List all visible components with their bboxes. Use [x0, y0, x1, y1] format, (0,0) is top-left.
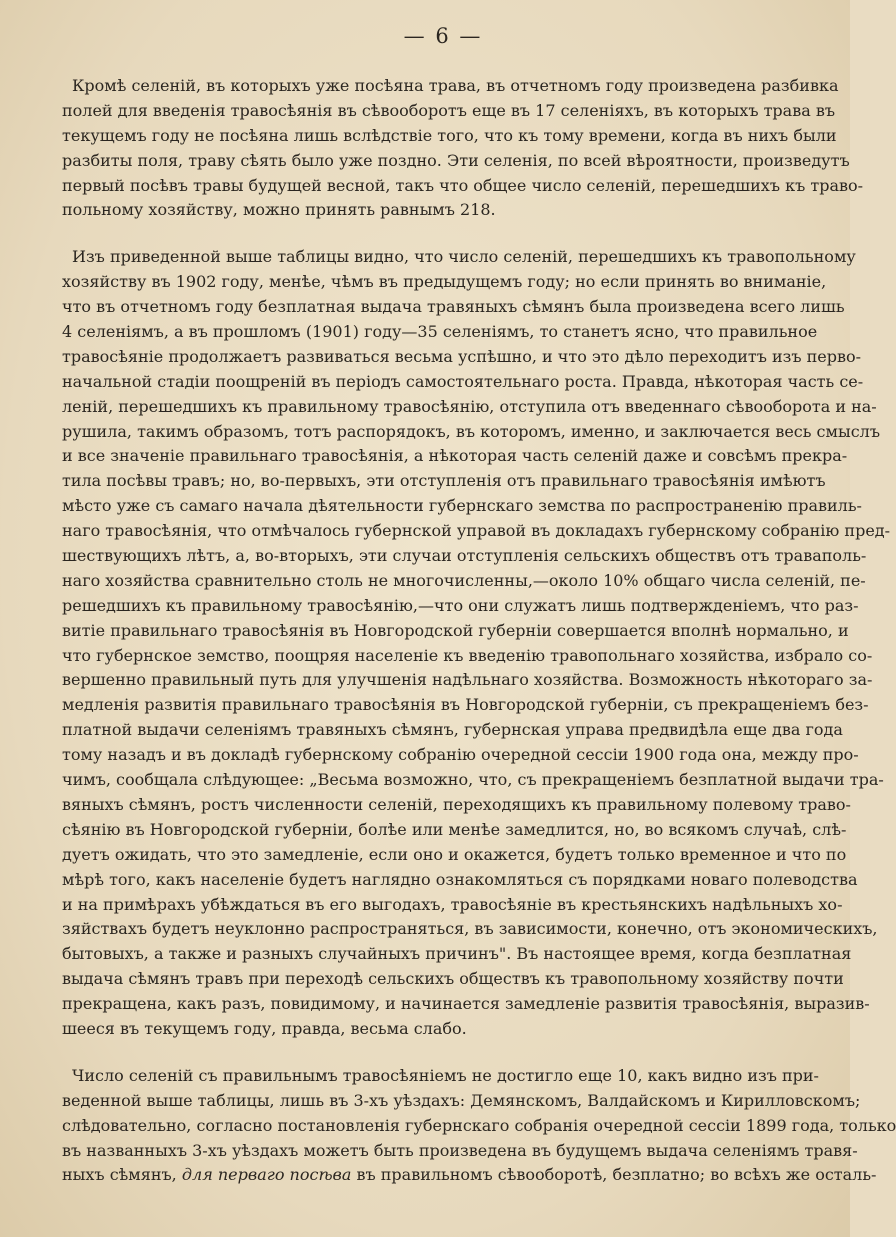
text-line: шествующихъ лѣтъ, а, во-вторыхъ, эти случаи отступленія сельскихъ обществъ отъ траваполь- [62, 546, 867, 566]
italic-phrase: для перваго посѣва [181, 1165, 352, 1185]
text-line: Кромѣ селеній, въ которыхъ уже посѣяна трава, въ отчетномъ году произведена разбивка [72, 76, 839, 95]
text-line: 4 селеніямъ, а въ прошломъ (1901) году—35 селеніямъ, то станетъ ясно, что правильное [62, 322, 818, 342]
text-line-mixed [62, 1163, 877, 1188]
text-line: тому назадъ и въ докладѣ губернскому собранію очередной сессіи 1900 года она, между про- [62, 745, 859, 765]
text-line: въ названныхъ 3-хъ уѣздахъ можетъ быть произведена въ будущемъ выдача селеніямъ травя- [62, 1140, 858, 1160]
paragraph-2 [62, 245, 891, 1042]
text-line: Число селеній съ правильнымъ травосѣяніемъ не достигло еще 10, какъ видно изъ при- [72, 1065, 819, 1085]
text-line: медленія развитія правильнаго травосѣянія въ Новгородской губерніи, съ прекращеніемъ без- [62, 695, 869, 715]
text-line: решедшихъ къ правильному травосѣянію,—что они служатъ лишь подтвержденіемъ, что раз- [62, 595, 859, 615]
text-line: рушила, такимъ образомъ, тотъ распорядокъ, въ которомъ, именно, и заключается весь смыслъ [62, 421, 880, 441]
text-line: травосѣяніе продолжаетъ развиваться весьма успѣшно, и что это дѣло переходитъ изъ перво- [62, 346, 862, 366]
text-line: и все значеніе правильнаго травосѣянія, а нѣкоторая часть селеній даже и совсѣмъ прекра- [62, 446, 848, 466]
text-run: въ правильномъ сѣвооборотѣ, безплатно; во всѣхъ же осталь- [351, 1165, 877, 1185]
text-line: мѣсто уже съ самаго начала дѣятельности губернскаго земства по распространенію правиль- [62, 496, 862, 516]
text-line: полей для введенія травосѣянія въ сѣвооборотъ еще въ 17 селеніяхъ, въ которыхъ трава въ [62, 100, 836, 120]
text-line: веденной выше таблицы, лишь въ 3-хъ уѣздахъ: Демянскомъ, Валдайскомъ и Кирилловскомъ; [62, 1090, 861, 1110]
text-line: и на примѣрахъ убѣждаться въ его выгодахъ, травосѣяніе въ крестьянскихъ надѣльныхъ хо- [62, 894, 843, 914]
text-line: дуетъ ожидать, что это замедленіе, если оно и окажется, будетъ только временное и что по [62, 844, 847, 864]
text-line: наго травосѣянія, что отмѣчалось губернской управой въ докладахъ губернскому собранію пред- [62, 521, 891, 541]
text-line: сѣянію въ Новгородской губерніи, болѣе или менѣе замедлится, но, во всякомъ случаѣ, слѣ- [62, 819, 847, 839]
text-line: слѣдовательно, согласно постановленія губернскаго собранія очередной сессіи 1899 года, только [62, 1115, 896, 1135]
text-line: разбиты поля, траву сѣять было уже поздно. Эти селенія, по всей вѣроятности, произведутъ [62, 150, 850, 170]
text-line: начальной стадіи поощреній въ періодъ самостоятельнаго роста. Правда, нѣкоторая часть се- [62, 371, 864, 391]
text-line: шееся въ текущемъ году, правда, весьма слабо. [62, 1018, 467, 1038]
text-line: что въ отчетномъ году безплатная выдача травяныхъ сѣмянъ была произведена всего лишь [62, 297, 845, 317]
text-line: что губернское земство, поощряя населеніе къ введенію травопольнаго хозяйства, избрало со- [62, 645, 873, 665]
text-run: ныхъ сѣмянъ, [62, 1165, 182, 1185]
paragraph-3 [62, 1064, 896, 1188]
text-line: наго хозяйства сравнительно столь не многочисленны,—около 10% общаго числа селеній, пе- [62, 570, 866, 590]
text-line: польному хозяйству, можно принять равнымъ 218. [62, 200, 496, 220]
text-line: витіе правильнаго травосѣянія въ Новгородской губерніи совершается вполнѣ нормально, и [62, 620, 849, 640]
paragraph-1 [62, 74, 864, 223]
text-line: Изъ приведенной выше таблицы видно, что число селеній, перешедшихъ къ травопольному [72, 247, 856, 267]
text-line: бытовыхъ, а также и разныхъ случайныхъ причинъ". Въ настоящее время, когда безплатная [62, 944, 852, 964]
text-line: прекращена, какъ разъ, повидимому, и начинается замедленіе развитія травосѣянія, выразив- [62, 994, 870, 1014]
text-line: мѣрѣ того, какъ населеніе будетъ наглядно ознакомляться съ порядками новаго полеводства [62, 869, 858, 889]
text-line: вяныхъ сѣмянъ, ростъ численности селеній, переходящихъ къ правильному полевому траво- [62, 794, 851, 814]
text-line: хозяйству въ 1902 году, менѣе, чѣмъ въ предыдущемъ году; но если принять во вниманіе, [62, 272, 827, 292]
text-line: чимъ, сообщала слѣдующее: „Весьма возможно, что, съ прекращеніемъ безплатной выдачи тра- [62, 770, 884, 790]
text-line: выдача сѣмянъ травъ при переходѣ сельскихъ обществъ къ травопольному хозяйству почти [62, 969, 844, 989]
text-line: леній, перешедшихъ къ правильному травосѣянію, отступила отъ введеннаго сѣвооборота и на- [62, 396, 877, 416]
text-line: тила посѣвы травъ; но, во-первыхъ, эти отступленія отъ правильнаго травосѣянія имѣютъ [62, 471, 826, 491]
text-line: первый посѣвъ травы будущей весной, такъ что общее число селеній, перешедшихъ къ траво- [62, 175, 864, 195]
page-number: — 6 — [403, 24, 483, 48]
text-line: платной выдачи селеніямъ травяныхъ сѣмянъ, губернская управа предвидѣла еще два года [62, 720, 843, 740]
text-line: вершенно правильный путь для улучшенія надѣльнаго хозяйства. Возможность нѣкотораго за- [62, 670, 873, 690]
text-line: текущемъ году не посѣяна лишь вслѣдствіе того, что къ тому времени, когда въ нихъ были [62, 125, 837, 145]
text-line: зяйствахъ будетъ неуклонно распространяться, въ зависимости, конечно, отъ экономическихъ, [62, 919, 878, 939]
